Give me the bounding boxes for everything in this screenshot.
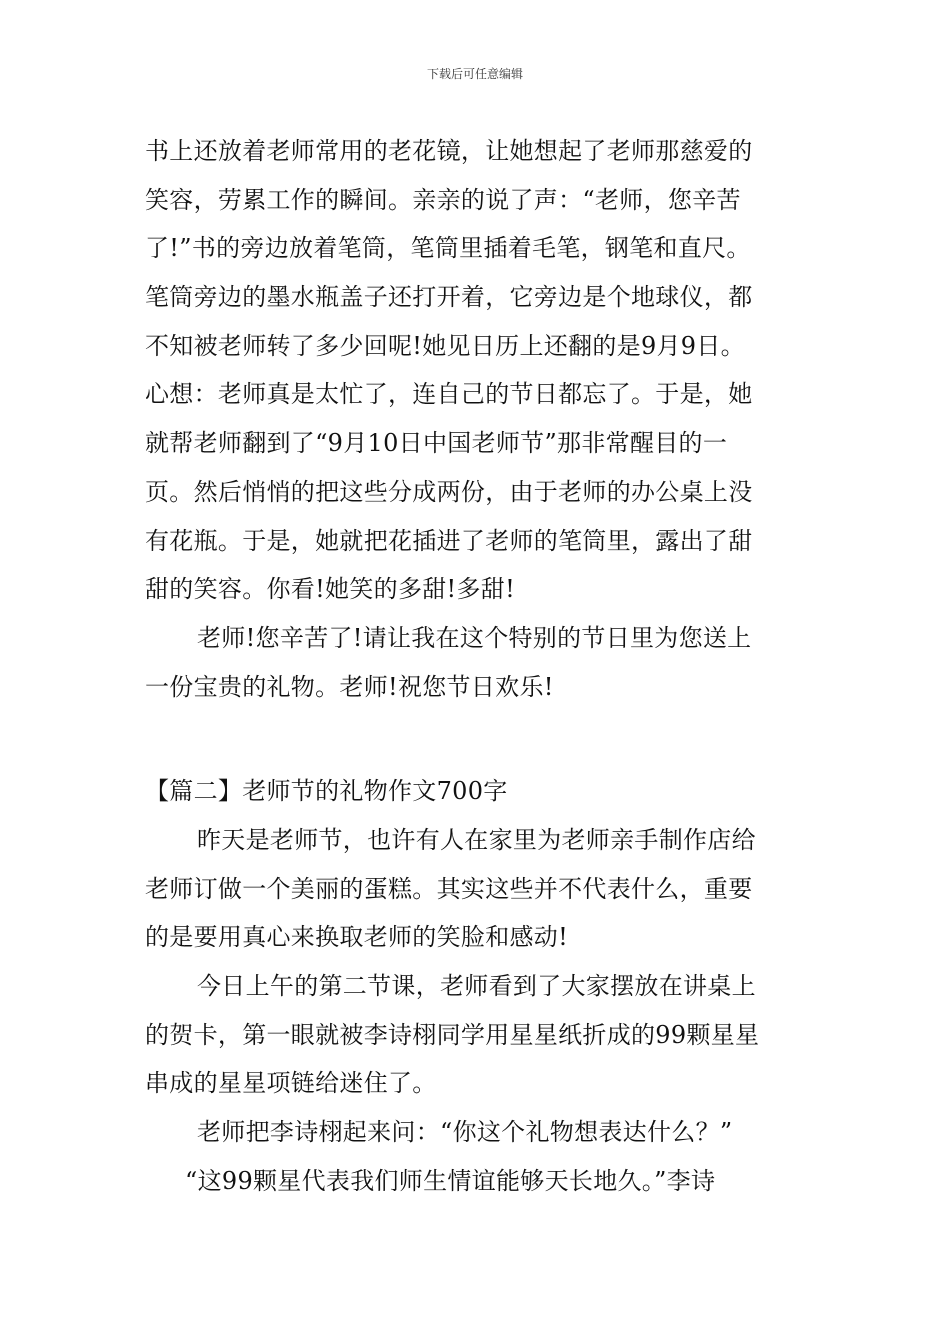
text-line: 心想：老师真是太忙了，连自己的节日都忘了。于是，她 <box>145 380 753 409</box>
text-line: 今日上午的第二节课，老师看到了大家摆放在讲桌上 <box>197 972 756 1000</box>
text-line: 老师!您辛苦了!请让我在这个特别的节日里为您送上 <box>197 623 752 652</box>
page-header: 下载后可任意编辑 <box>426 67 523 81</box>
section-title: 【篇二】老师节的礼物作文700字 <box>145 777 508 806</box>
text-line: 的贺卡，第一眼就被李诗栩同学用星星纸折成的99颗星星 <box>145 1020 760 1049</box>
text-line: 老师订做一个美丽的蛋糕。其实这些并不代表什么，重要 <box>145 874 753 903</box>
text-line: “这99颗星代表我们师生情谊能够天长地久。”李诗 <box>185 1166 716 1195</box>
text-line: 了!”书的旁边放着笔筒，笔筒里插着毛笔，钢笔和直尺。 <box>145 234 751 263</box>
text-line: 甜的笑容。你看!她笑的多甜!多甜! <box>145 575 516 604</box>
text-line: 有花瓶。于是，她就把花插进了老师的笔筒里，露出了甜 <box>145 526 753 555</box>
section-gap <box>145 711 810 767</box>
text-line: 串成的星星项链给迷住了。 <box>145 1069 437 1098</box>
text-line: 笑容，劳累工作的瞬间。亲亲的说了声：“老师，您辛苦 <box>145 185 741 214</box>
text-line: 书上还放着老师常用的老花镜，让她想起了老师那慈爱的 <box>145 137 753 165</box>
text-line: 老师把李诗栩起来问：“你这个礼物想表达什么？” <box>197 1118 733 1147</box>
text-line: 昨天是老师节，也许有人在家里为老师亲手制作店给 <box>197 825 756 854</box>
paragraph-intro <box>145 816 810 962</box>
text-line: 一份宝贵的礼物。老师!祝您节日欢乐! <box>145 672 554 701</box>
paragraph-desk <box>145 127 810 614</box>
paragraph-closing <box>145 614 810 711</box>
paragraph-question <box>145 1108 810 1157</box>
text-line: 笔筒旁边的墨水瓶盖子还打开着，它旁边是个地球仪，都 <box>145 283 753 312</box>
text-line: 页。然后悄悄的把这些分成两份，由于老师的办公桌上没 <box>145 477 753 506</box>
paragraph-class <box>145 962 810 1108</box>
paragraph-answer <box>145 1157 810 1206</box>
text-line: 就帮老师翻到了“9月10日中国老师节”那非常醒目的一 <box>145 429 728 458</box>
text-line: 的是要用真心来换取老师的笑脸和感动! <box>145 923 569 952</box>
text-line: 不知被老师转了多少回呢!她见日历上还翻的是9月9日。 <box>145 331 745 360</box>
document-body <box>145 127 810 1205</box>
